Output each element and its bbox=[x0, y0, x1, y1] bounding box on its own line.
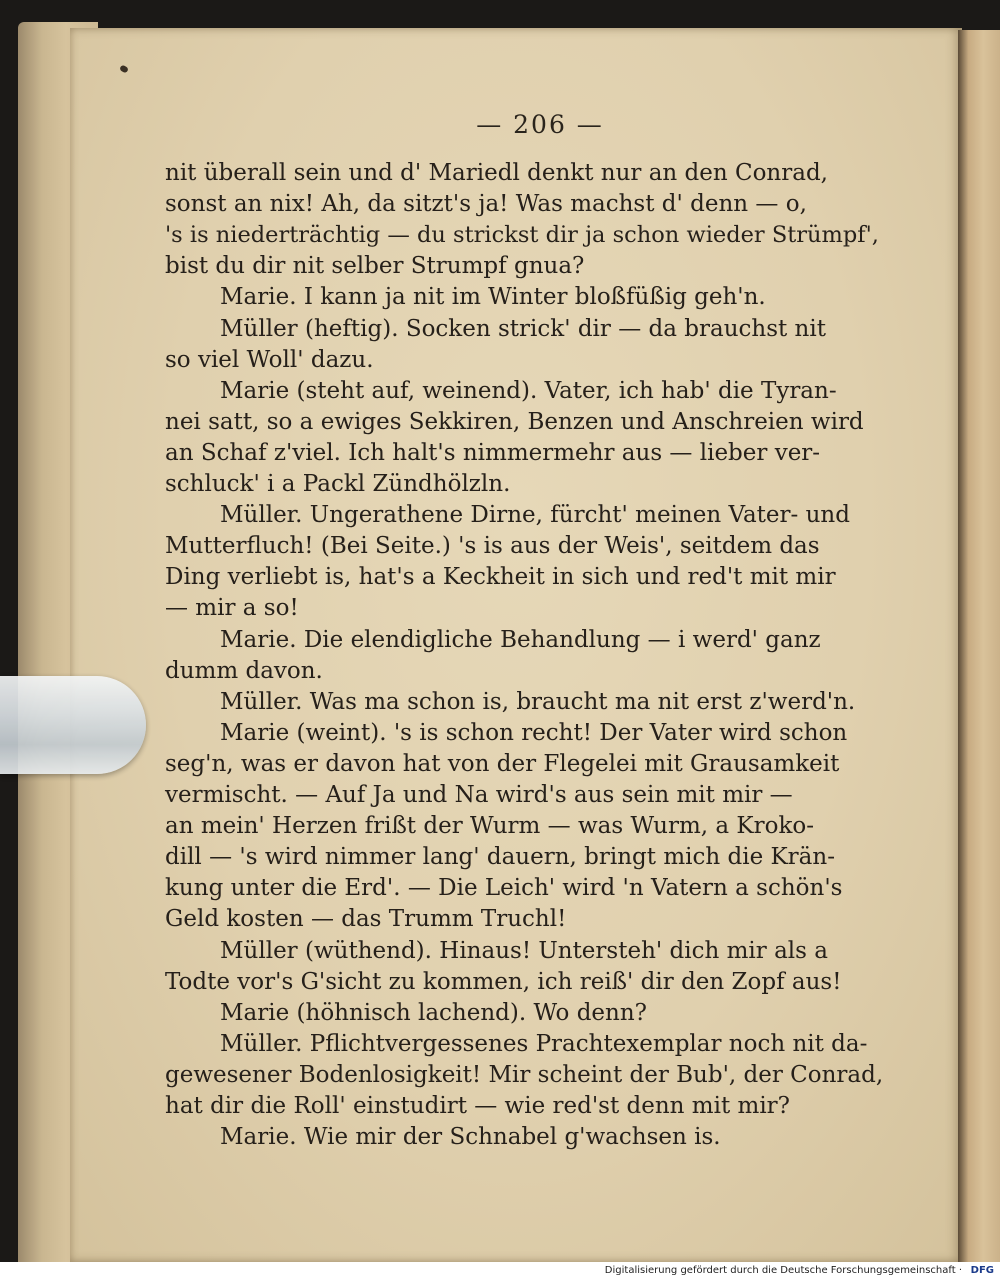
text-line: Müller. Ungerathene Dirne, fürcht' meinen Vater- und bbox=[220, 502, 850, 529]
text-line: schluck' i a Packl Zündhölzln. bbox=[165, 471, 511, 497]
text-line: Müller. Was ma schon is, braucht ma nit erst z'werd'n. bbox=[220, 688, 856, 715]
text-line: 's is niederträchtig — du strickst dir ja schon wieder Strümpf', bbox=[165, 222, 879, 249]
text-line: Marie. I kann ja nit im Winter bloßfüßig geh'n. bbox=[220, 284, 766, 311]
text-line: Todte vor's G'sicht zu kommen, ich reiß' dir den Zopf aus! bbox=[165, 968, 842, 995]
text-line: Marie. Die elendigliche Behandlung — i werd' ganz bbox=[220, 626, 821, 653]
text-line: an Schaf z'viel. Ich halt's nimmermehr aus — lieber ver- bbox=[165, 439, 821, 466]
text-line: so viel Woll' dazu. bbox=[165, 346, 374, 373]
text-line: gewesener Bodenlosigkeit! Mir scheint der Bub', der Conrad, bbox=[165, 1061, 884, 1088]
text-line: bist du dir nit selber Strumpf gnua? bbox=[165, 253, 585, 280]
text-line: Müller. Pflichtvergessenes Prachtexemplar noch nit da- bbox=[220, 1030, 868, 1057]
text-line: Müller (heftig). Socken strick' dir — da brauchst nit bbox=[220, 315, 826, 342]
text-line: Mutterfluch! (Bei Seite.) 's is aus der Weis', seitdem das bbox=[165, 533, 820, 560]
dfg-logo: DFG bbox=[970, 1265, 994, 1276]
text-line: Marie (weint). 's is schon recht! Der Vater wird schon bbox=[220, 719, 848, 746]
text-line: dumm davon. bbox=[165, 657, 323, 684]
text-line: Geld kosten — das Trumm Truchl! bbox=[165, 906, 567, 933]
text-line: Ding verliebt is, hat's a Keckheit in sich und red't mit mir bbox=[165, 564, 836, 591]
text-line: nit überall sein und d' Mariedl denkt nur an den Conrad, bbox=[165, 160, 828, 186]
page-clip bbox=[0, 676, 146, 774]
text-line: Müller (wüthend). Hinaus! Untersteh' dich mir als a bbox=[220, 937, 828, 964]
page-number: — 206 — bbox=[476, 110, 604, 139]
text-line: kung unter die Erd'. — Die Leich' wird 'n Vatern a schön's bbox=[165, 875, 843, 902]
footer-credit: Digitalisierung gefördert durch die Deutsche Forschungsgemeinschaft · bbox=[604, 1265, 962, 1276]
text-line: nei satt, so a ewiges Sekkiren, Benzen und Anschreien wird bbox=[165, 408, 864, 435]
text-line: Marie (höhnisch lachend). Wo denn? bbox=[220, 999, 647, 1026]
text-line: sonst an nix! Ah, da sitzt's ja! Was machst d' denn — o, bbox=[165, 191, 807, 218]
text-line: hat dir die Roll' einstudirt — wie red'st denn mit mir? bbox=[165, 1093, 791, 1119]
next-page-edge bbox=[958, 30, 1000, 1262]
text-line: Marie (steht auf, weinend). Vater, ich hab' die Tyran- bbox=[220, 377, 837, 404]
text-line: seg'n, was er davon hat von der Flegelei mit Grausamkeit bbox=[165, 750, 840, 777]
text-line: vermischt. — Auf Ja und Na wird's aus sein mit mir — bbox=[165, 782, 793, 808]
text-line: an mein' Herzen frißt der Wurm — was Wurm, a Kroko- bbox=[165, 813, 815, 840]
text-line: dill — 's wird nimmer lang' dauern, bringt mich die Krän- bbox=[165, 844, 835, 871]
text-line: Marie. Wie mir der Schnabel g'wachsen is. bbox=[220, 1124, 721, 1151]
text-line: — mir a so! bbox=[165, 595, 299, 622]
